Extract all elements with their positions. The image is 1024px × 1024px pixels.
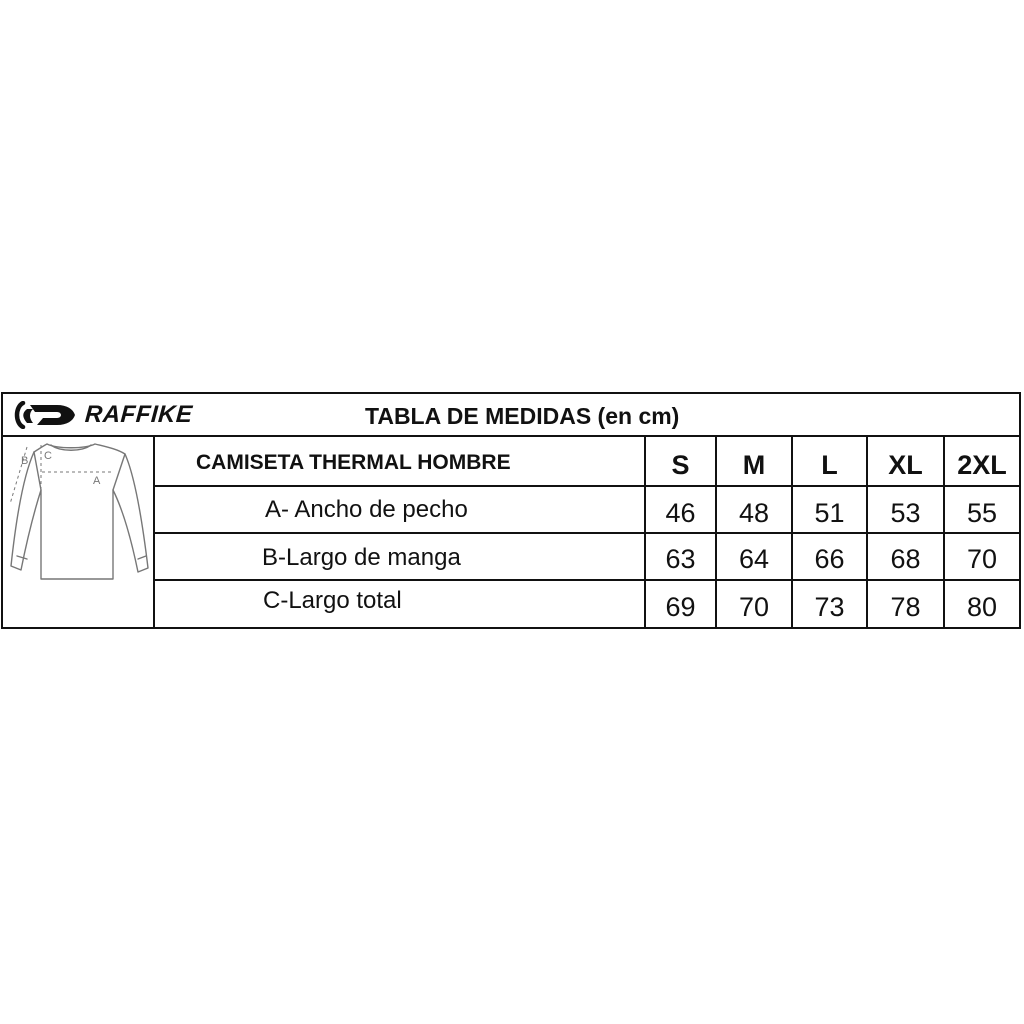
table-cell: 69: [665, 592, 696, 622]
row-divider: [155, 532, 1019, 534]
table-cell: 46: [665, 497, 696, 528]
table-cell: 63: [665, 544, 696, 574]
diagram-label-c: C: [44, 450, 52, 462]
size-header-l: L: [821, 449, 838, 480]
size-header-m: M: [742, 449, 766, 480]
row-divider: [155, 485, 1019, 487]
row-label-total-length: C-Largo total: [263, 587, 402, 614]
table-cell: 51: [814, 497, 845, 528]
size-header-xl: XL: [888, 449, 923, 480]
size-header-s: S: [671, 449, 690, 480]
table-cell: 66: [814, 544, 845, 574]
table-cell: 64: [738, 544, 770, 574]
diagram-label-b: B: [21, 455, 29, 467]
table-cell: 48: [738, 497, 770, 528]
table-cell: 80: [966, 592, 998, 622]
table-cell: 70: [738, 592, 770, 622]
table-cell: 78: [890, 592, 921, 622]
row-label-sleeve-length: B-Largo de manga: [262, 544, 461, 571]
table-cell: 55: [966, 497, 998, 528]
row-label-chest-width: A- Ancho de pecho: [265, 496, 468, 523]
table-cell: 68: [890, 544, 921, 574]
size-header-2xl: 2XL: [957, 449, 1007, 480]
brand-logo-mark-icon: [13, 401, 81, 429]
brand-name: RAFFIKE: [84, 401, 194, 428]
table-title: TABLA DE MEDIDAS (en cm): [365, 403, 680, 429]
table-cell: 73: [814, 592, 845, 622]
product-name: CAMISETA THERMAL HOMBRE: [196, 451, 511, 474]
title-row: [3, 394, 1019, 435]
brand-logo: [13, 401, 193, 429]
table-cell: 70: [966, 544, 998, 574]
table-cell: 53: [890, 497, 921, 528]
size-chart: [1, 392, 1021, 629]
long-sleeve-shirt-icon: [7, 440, 155, 585]
diagram-label-a: A: [93, 475, 101, 487]
row-divider: [155, 579, 1019, 581]
